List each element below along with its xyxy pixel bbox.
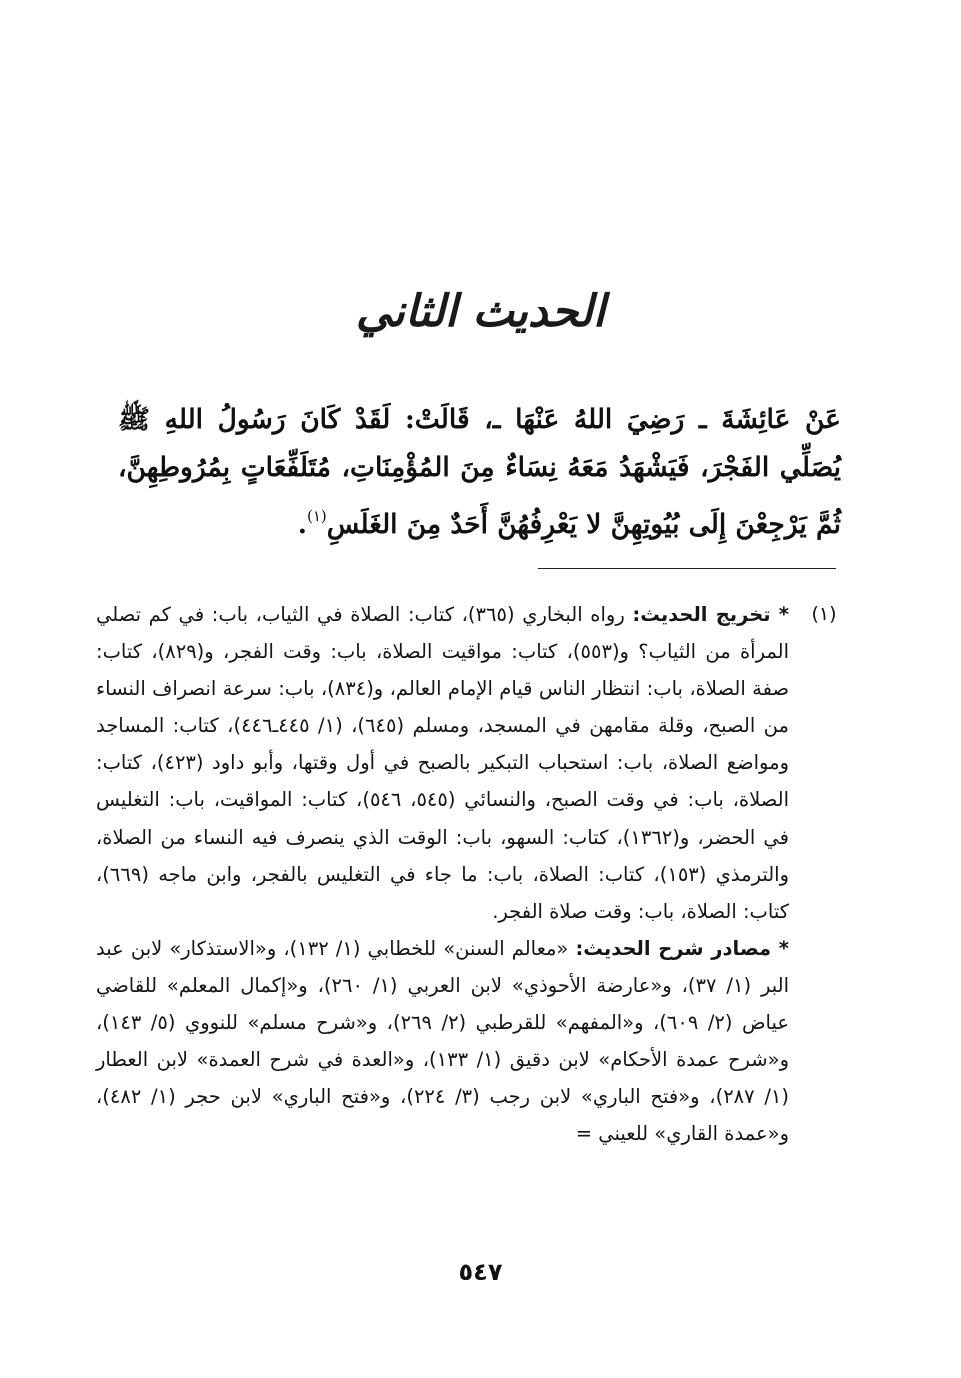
hadith-text <box>118 396 841 549</box>
takhrij-label: * تخريج الحديث: <box>632 603 789 626</box>
page-number: ٥٤٧ <box>458 1258 503 1286</box>
sources-paragraph <box>96 930 789 1153</box>
takhrij-text: رواه البخاري (٣٦٥)، كتاب: الصلاة في الثياب، باب: في كم تصلي المرأة من الثياب؟ و(٥٥٣)، كتاب: مواقيت الصلاة، باب: وقت الفجر، و(٨٢٩)، كتاب: صفة الصلاة، باب: انتظار الناس قيام الإمام العالم، و(٨٣٤)، باب: سرعة انصراف النساء من الصبح، وقلة مقامهن في المسجد، ومسلم (٦٤٥)، (١/ ٤٤٥ـ٤٤٦)، كتاب: المساجد ومواضع الصلاة، باب: استحباب التبكير بالصبح في أول وقتها، وأبو داود (٤٢٣)، كتاب: الصلاة، باب: في وقت الصبح، والنسائي (٥٤٥، ٥٤٦)، كتاب: المواقيت، باب: التغليس في الحضر، و(١٣٦٢)، كتاب: السهو، باب: الوقت الذي ينصرف فيه النساء من الصلاة، والترمذي (١٥٣)، كتاب: الصلاة، باب: ما جاء في التغليس بالفجر، وابن ماجه (٦٦٩)، كتاب: الصلاة، باب: وقت صلاة الفجر. <box>96 603 790 923</box>
hadith-end-mark: . <box>297 509 307 540</box>
footnote-number: (١) <box>811 603 837 625</box>
sources-label: * مصادر شرح الحديث: <box>575 936 789 960</box>
hadith-title: الحديث الثاني <box>355 286 606 337</box>
footnote-reference: (١) <box>306 507 327 525</box>
footnote-body <box>96 596 789 1152</box>
takhrij-paragraph <box>96 596 789 930</box>
sources-text: «معالم السنن» للخطابي (١/ ١٣٢)، و«الاستذكار» لابن عبد البر (١/ ٣٧)، و«عارضة الأحوذي» لابن العربي (١/ ٢٦٠)، و«إكمال المعلم» للقاضي عياض (٢/ ٦٠٩)، و«المفهم» للقرطبي (٢/ ٢٦٩)، و«شرح مسلم» للنووي (٥/ ١٤٣)، و«شرح عمدة الأحكام» لابن دقيق (١/ ١٣٣)، و«العدة في شرح العمدة» لابن العطار (١/ ٢٨٧)، و«فتح الباري» لابن رجب (٣/ ٢٢٤)، و«فتح الباري» لابن حجر (١/ ٤٨٢)، و«عمدة القاري» للعيني = <box>96 936 790 1146</box>
footnote-separator <box>538 568 836 569</box>
hadith-body: عَنْ عَائِشَةَ ـ رَضِيَ اللهُ عَنْهَا ـ، قَالَتْ: لَقَدْ كَانَ رَسُولُ اللهِ ﷺ يُصَلِّي الفَجْرَ، فَيَشْهَدُ مَعَهُ نِسَاءٌ مِنَ المُؤْمِنَاتِ، مُتَلَفِّعَاتٍ بِمُرُوطِهِنَّ، ثُمَّ يَرْجِعْنَ إِلَى بُيُوتِهِنَّ لا يَعْرِفُهُنَّ أَحَدٌ مِنَ الغَلَسِ <box>118 404 841 540</box>
